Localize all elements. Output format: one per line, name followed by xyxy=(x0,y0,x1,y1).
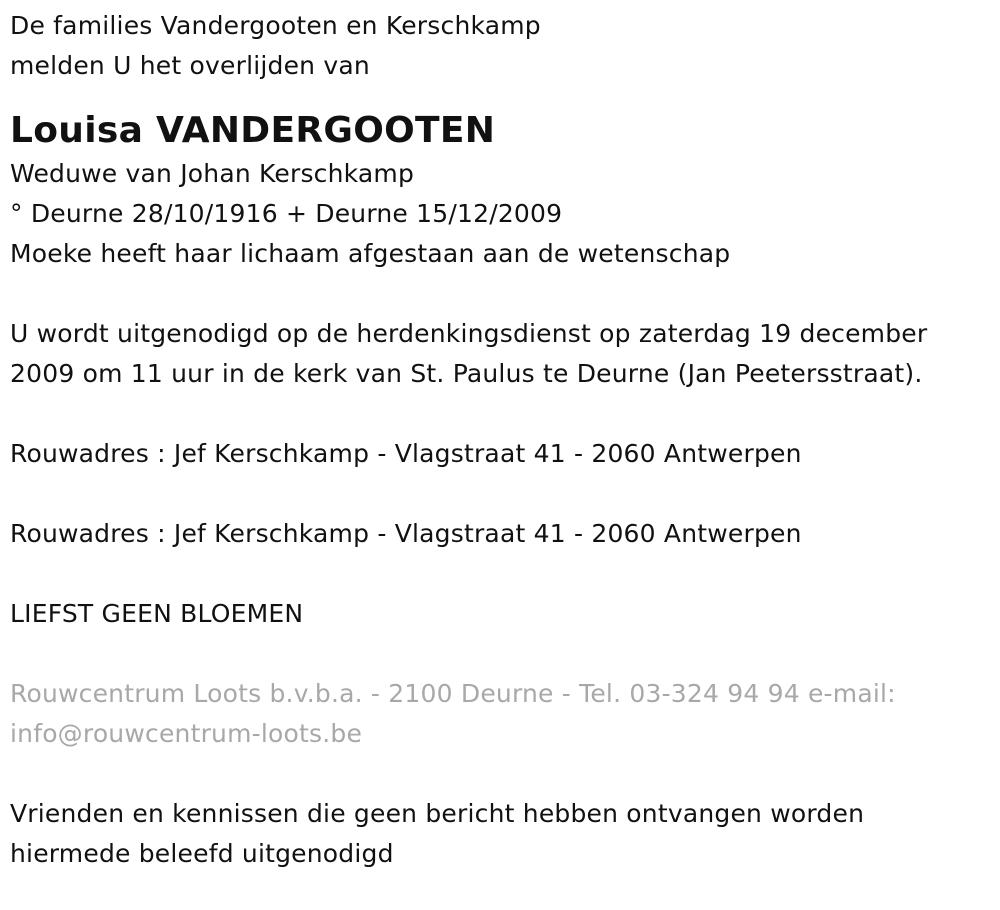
deceased-name: Louisa VANDERGOOTEN xyxy=(10,110,496,151)
spacer xyxy=(10,754,1000,794)
spacer xyxy=(10,274,1000,314)
mourning-address: Rouwadres : Jef Kerschkamp - Vlagstraat 41 - 2060 Antwerpen xyxy=(10,519,802,548)
spacer xyxy=(10,474,1000,514)
deceased-note: Moeke heeft haar lichaam afgestaan aan de wetenschap xyxy=(10,239,731,268)
funeral-home-line-1: Rouwcentrum Loots b.v.b.a. - 2100 Deurne - Tel. 03-324 94 94 e-mail: xyxy=(10,679,896,708)
spacer xyxy=(10,634,1000,674)
deceased-dates: ° Deurne 28/10/1916 + Deurne 15/12/2009 xyxy=(10,199,563,228)
spacer xyxy=(10,394,1000,434)
service-line-1: U wordt uitgenodigd op de herdenkingsdienst op zaterdag 19 december xyxy=(10,319,928,348)
funeral-home-email: info@rouwcentrum-loots.be xyxy=(10,719,363,748)
spacer xyxy=(10,86,1000,108)
spacer xyxy=(10,554,1000,594)
closing-line-1: Vrienden en kennissen die geen bericht hebben ontvangen worden xyxy=(10,799,865,828)
flowers-notice: LIEFST GEEN BLOEMEN xyxy=(10,599,304,628)
closing-line-2: hiermede beleefd uitgenodigd xyxy=(10,839,394,868)
intro-line-2: melden U het overlijden van xyxy=(10,51,370,80)
service-line-2: 2009 om 11 uur in de kerk van St. Paulus te Deurne (Jan Peetersstraat). xyxy=(10,359,923,388)
mourning-address: Rouwadres : Jef Kerschkamp - Vlagstraat 41 - 2060 Antwerpen xyxy=(10,439,802,468)
intro-line-1: De families Vandergooten en Kerschkamp xyxy=(10,11,541,40)
deceased-relation: Weduwe van Johan Kerschkamp xyxy=(10,159,415,188)
